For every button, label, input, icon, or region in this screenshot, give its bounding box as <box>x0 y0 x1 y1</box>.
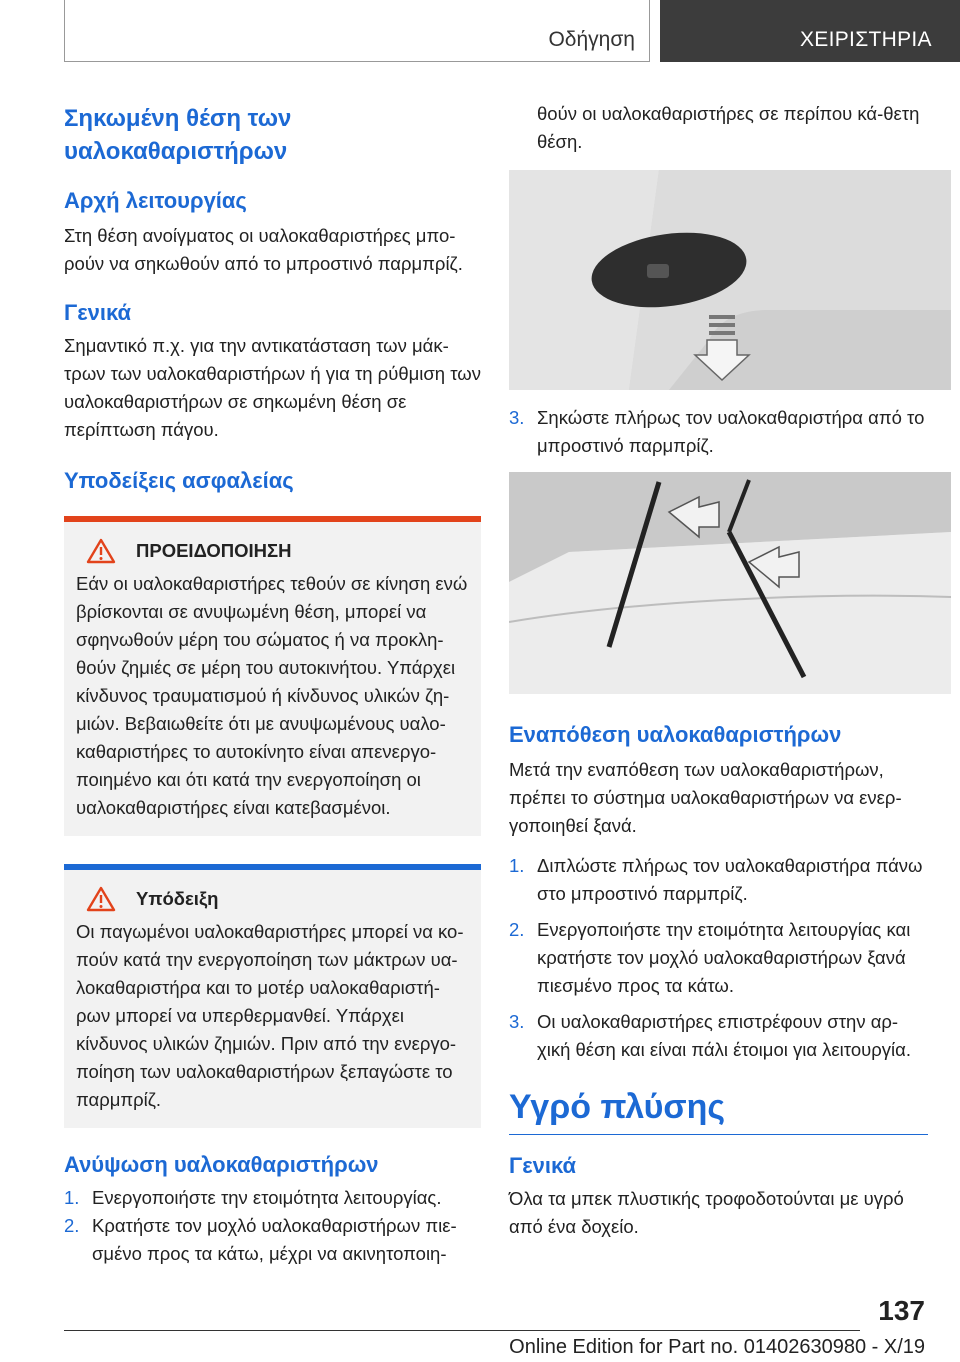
raise-heading: Ανύψωση υαλοκαθαριστήρων <box>64 1152 379 1177</box>
step-text: Ενεργοποιήστε την ετοιμότητα λειτουργίας. <box>92 1187 442 1208</box>
lower-steps-list <box>509 852 928 1064</box>
section-title: Σηκωμένη θέση των υαλοκαθαριστήρων <box>64 105 292 165</box>
page-number: 137 <box>878 1295 925 1326</box>
warning-box <box>64 516 481 836</box>
general-heading: Γενικά <box>64 300 132 325</box>
warning-triangle-icon <box>86 538 116 564</box>
step-text: Διπλώστε πλήρως τον υαλοκαθαριστήρα πάνω στο μπροστινό παρμπρίζ. <box>537 855 923 904</box>
footer-divider <box>64 1330 860 1331</box>
washer-general-heading: Γενικά <box>509 1153 577 1178</box>
wiper-lever-illustration <box>509 170 951 390</box>
step-number: 3. <box>509 1011 525 1032</box>
header-section-label: Οδήγηση <box>548 28 635 51</box>
step-number: 2. <box>509 919 525 940</box>
list-item <box>509 852 928 908</box>
step3-list <box>509 404 928 460</box>
lower-heading: Εναπόθεση υαλοκαθαριστήρων <box>509 722 842 747</box>
general-text: Σημαντικό π.χ. για την αντικατάσταση των μάκ-τρων των υαλοκαθαριστήρων ή για τη ρύθμιση των υαλοκαθαριστήρων σε σηκωμένη θέση σε περίπτωση πάγου. <box>64 335 481 440</box>
lower-text: Μετά την εναπόθεση των υαλοκαθαριστήρων, πρέπει το σύστημα υαλοκαθαριστήρων να ενερ-γοποιηθεί ξανά. <box>509 759 902 836</box>
list-item <box>509 1008 928 1064</box>
right-column <box>509 100 928 1241</box>
warning-title: ΠΡΟΕΙΔΟΠΟΙΗΣΗ <box>136 540 292 561</box>
principle-heading: Αρχή λειτουργίας <box>64 188 247 213</box>
step-text: Σηκώστε πλήρως τον υαλοκαθαριστήρα από το μπροστινό παρμπρίζ. <box>537 407 925 456</box>
step-text: Ενεργοποιήστε την ετοιμότητα λειτουργίας και κρατήστε τον μοχλό υαλοκαθαριστήρων ξανά πιεσμένο προς τα κάτω. <box>537 919 911 996</box>
list-item <box>509 404 928 460</box>
list-item <box>509 916 928 1000</box>
header-chapter-label: ΧΕΙΡΙΣΤΗΡΙΑ <box>800 28 932 51</box>
raise-steps-list <box>64 1184 481 1268</box>
note-text: Οι παγωμένοι υαλοκαθαριστήρες μπορεί να κο-πούν κατά την ενεργοποίηση των μάκτρων υα-λοκαθαριστήρα και το μοτέρ υαλοκαθαριστή-ρων μπορεί να υπερθερμανθεί. Υπάρχει κίνδυνος υλικών ζημιών. Πριν από την ενεργο-ποίηση των υαλοκαθαριστήρων ξεπαγώστε το παρμπρίζ. <box>76 921 464 1110</box>
note-title: Υπόδειξη <box>136 888 219 909</box>
wiper-raise-illustration <box>509 472 951 694</box>
washer-general-text: Όλα τα μπεκ πλυστικής τροφοδοτούνται με υγρό από ένα δοχείο. <box>509 1188 904 1237</box>
list-item <box>64 1212 481 1268</box>
header-chapter-tab <box>660 0 960 62</box>
step-number: 1. <box>509 855 525 876</box>
warning-text: Εάν οι υαλοκαθαριστήρες τεθούν σε κίνηση ενώ βρίσκονται σε ανυψωμένη θέση, μπορεί να σφηνωθούν μέρη του σώματος ή να προκλη-θούν ζημιές σε μέρη του αυτοκινήτου. Υπάρχει κίνδυνος τραυματισμού ή κίνδυνος υλικών ζη-μιών. Βεβαιωθείτε ότι με ανυψωμένους υαλο-καθαριστήρες το αυτοκίνητο είναι απενεργο-ποιημένο και ότι κατά την ενεργοποίηση οι υαλοκαθαριστήρες είναι κατεβασμένοι. <box>76 573 468 818</box>
safety-heading: Υποδείξεις ασφαλείας <box>64 468 294 493</box>
step-number: 3. <box>509 407 525 428</box>
continued-step-text: θούν οι υαλοκαθαριστήρες σε περίπου κά-θετη θέση. <box>537 103 920 152</box>
left-column <box>64 102 481 1268</box>
wiper-raise-image <box>509 472 951 694</box>
wiper-lever-image <box>509 170 951 390</box>
step-text: Κρατήστε τον μοχλό υαλοκαθαριστήρων πιε-σμένο προς τα κάτω, μέχρι να ακινητοποιη- <box>92 1215 457 1264</box>
step-number: 1. <box>64 1187 80 1208</box>
step-number: 2. <box>64 1215 80 1236</box>
footer-edition: Online Edition for Part no. 01402630980 - X/19 <box>509 1336 925 1358</box>
list-item <box>64 1184 481 1212</box>
note-triangle-icon <box>86 886 116 912</box>
step-text: Οι υαλοκαθαριστήρες επιστρέφουν στην αρ-χική θέση και είναι πάλι έτοιμοι για λειτουργία. <box>537 1011 911 1060</box>
header-section-tab <box>64 0 650 62</box>
principle-text: Στη θέση ανοίγματος οι υαλοκαθαριστήρες μπο-ρούν να σηκωθούν από το μπροστινό παρμπρίζ. <box>64 225 463 274</box>
washer-heading: Υγρό πλύσης <box>509 1084 928 1135</box>
note-box <box>64 864 481 1128</box>
